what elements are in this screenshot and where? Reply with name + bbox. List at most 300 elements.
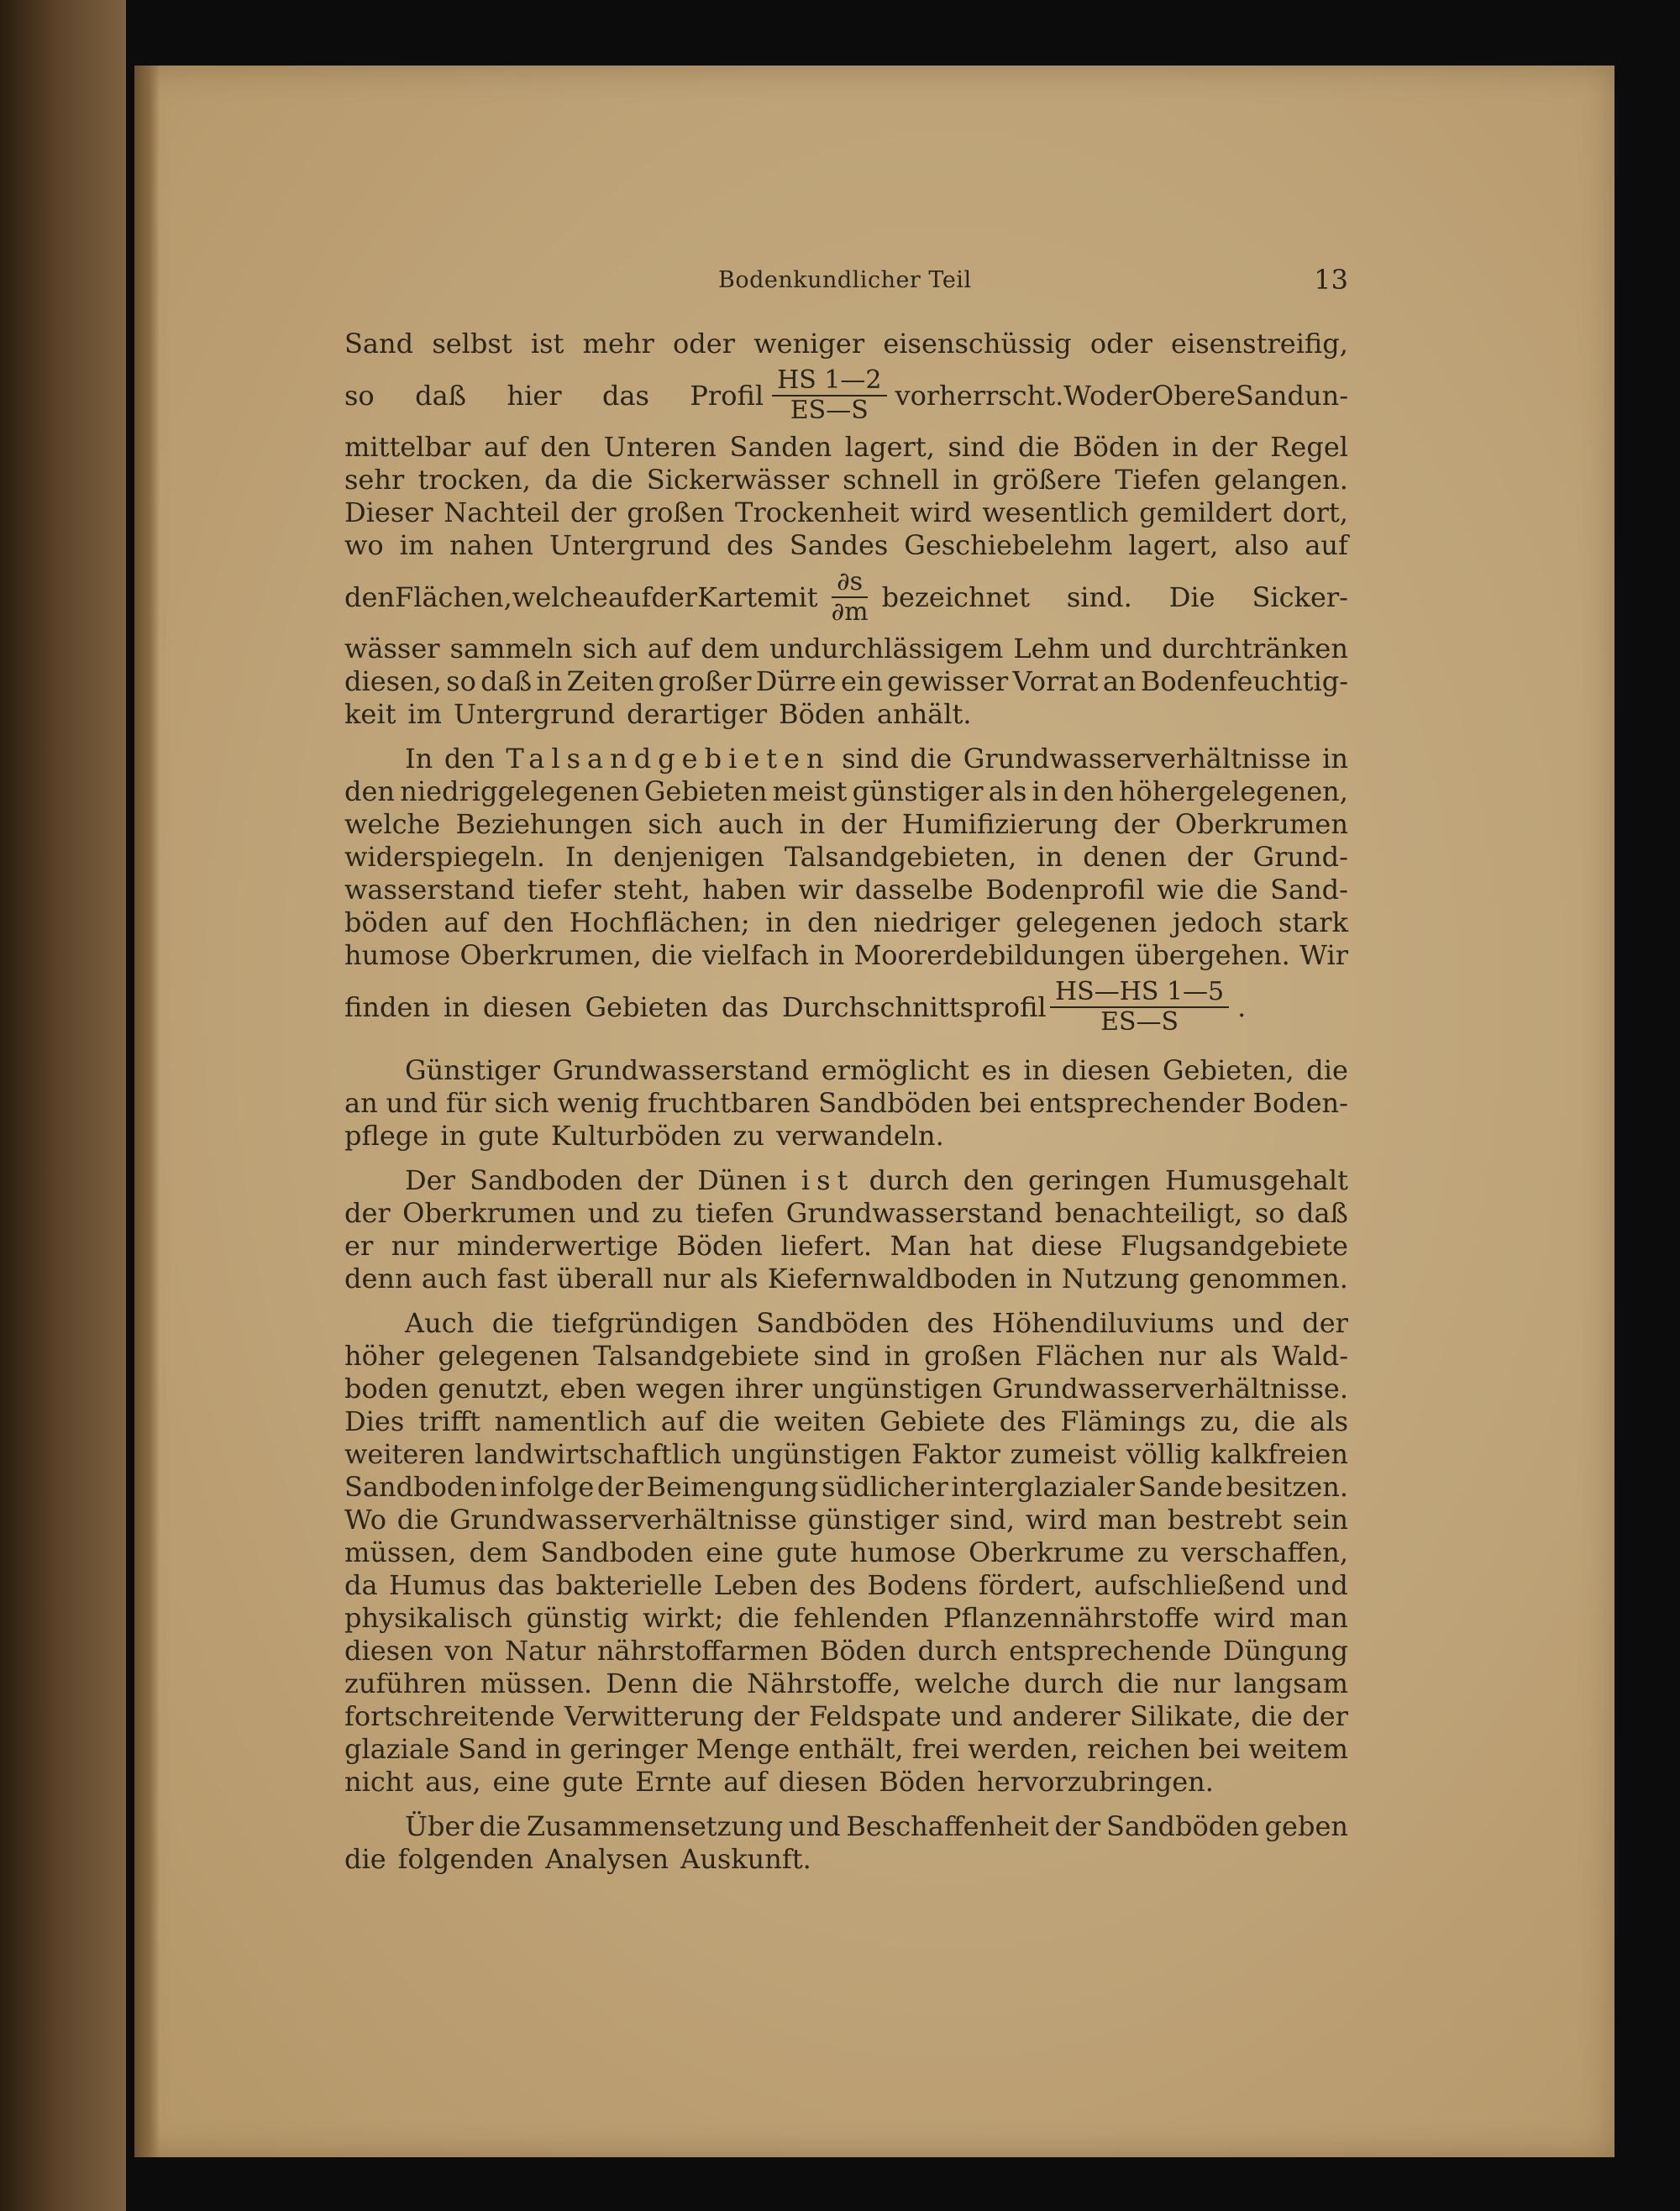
word: müssen,: [344, 1536, 457, 1568]
word: haben: [702, 874, 786, 906]
word: Pflanzennährstoffe: [942, 1602, 1200, 1634]
word: diese: [1031, 1230, 1103, 1262]
word: Sand-: [1270, 874, 1348, 906]
word: Gebieten: [643, 775, 768, 807]
word: kalkfreien: [1210, 1438, 1348, 1470]
word: Flächen,: [395, 580, 512, 613]
word: in: [536, 665, 563, 697]
word: Wo: [1063, 379, 1106, 412]
word: durch: [869, 1164, 949, 1196]
word: Sicker-: [1252, 580, 1348, 613]
word: wird: [1025, 1504, 1088, 1536]
word: großer: [658, 665, 752, 697]
word: vorherrscht.: [895, 379, 1064, 412]
word: wegen: [635, 1373, 726, 1405]
word: in: [443, 990, 470, 1023]
word: von: [444, 1635, 494, 1667]
word: Kulturböden: [550, 1120, 722, 1152]
word: sind.: [1066, 580, 1132, 613]
word: trifft: [417, 1405, 480, 1437]
word: Humus: [388, 1569, 486, 1601]
word: Böden: [1073, 431, 1159, 463]
word: Oberkrume: [969, 1536, 1125, 1568]
word: fehlenden: [793, 1602, 929, 1634]
word: Feldspate: [808, 1700, 942, 1732]
word: auf: [647, 633, 691, 664]
text-line: [344, 743, 1348, 775]
text-line: [344, 1405, 1348, 1438]
word: in: [1172, 431, 1199, 463]
word: liefert.: [780, 1230, 872, 1262]
word: die: [1117, 1667, 1159, 1699]
word: an: [344, 1087, 378, 1119]
word: mit: [773, 580, 818, 613]
word: der: [1210, 431, 1257, 463]
word: durch: [917, 1635, 998, 1667]
word: im: [407, 698, 442, 730]
word: ermöglicht: [821, 1054, 969, 1086]
word: fortschreitende: [344, 1700, 555, 1732]
word: Leben: [713, 1569, 798, 1601]
text-line: [344, 431, 1348, 464]
word: Sandes: [789, 529, 889, 561]
word: Sandboden: [344, 1471, 497, 1503]
word: gelangen.: [1214, 464, 1348, 496]
word: minderwertige: [456, 1230, 659, 1262]
word: Unteren: [603, 431, 717, 463]
word: mittelbar: [344, 431, 471, 463]
word: genommen.: [1189, 1263, 1348, 1295]
word: Flächen: [1035, 1340, 1145, 1372]
word: sind: [842, 743, 899, 775]
word: Günstiger: [405, 1054, 541, 1086]
word: Flugsandgebiete: [1120, 1230, 1348, 1262]
word: die: [479, 1810, 522, 1842]
word: sehr: [344, 464, 405, 496]
word: Natur: [505, 1635, 586, 1667]
text-line: [344, 1700, 1348, 1733]
word: finden: [344, 990, 430, 1023]
word: Grundwasserstand: [552, 1054, 810, 1086]
word: der: [840, 808, 887, 840]
word: welche: [344, 808, 441, 840]
word: nährstoffarmen: [596, 1635, 808, 1667]
word: großen: [924, 1340, 1022, 1372]
word: bei: [1198, 1733, 1241, 1765]
word: genutzt,: [438, 1373, 550, 1405]
word: völlig: [1126, 1438, 1201, 1470]
formula-denominator: ∂m: [831, 597, 869, 627]
text-fragment: [344, 581, 818, 614]
word: Moorerdebildungen: [853, 939, 1126, 971]
word: der: [1054, 1810, 1101, 1842]
word: entsprechende: [1009, 1635, 1212, 1667]
word: Die: [1168, 580, 1215, 613]
word: reichen: [1086, 1733, 1190, 1765]
word: hat: [969, 1230, 1013, 1262]
word: Humusgehalt: [1164, 1164, 1348, 1196]
word: gelegenen: [1016, 906, 1158, 938]
text-line: [344, 874, 1348, 906]
word: der: [651, 580, 698, 613]
page-gutter: [134, 66, 160, 2157]
text-line: [344, 1197, 1348, 1230]
word: in: [884, 1340, 911, 1372]
word: Durchschnittsprofil: [782, 990, 1047, 1023]
word: Bodens: [867, 1569, 968, 1601]
word: meist: [772, 775, 848, 807]
word: hier: [507, 379, 562, 412]
word: an: [1102, 665, 1137, 697]
word: Sanden: [729, 431, 832, 463]
word: durch: [1023, 1667, 1104, 1699]
word: wird: [910, 496, 972, 528]
word: Nährstoffe,: [747, 1667, 901, 1699]
word: wässer: [344, 633, 440, 664]
word: Regel: [1270, 431, 1348, 463]
word: es: [981, 1054, 1011, 1086]
word: als: [1219, 1340, 1258, 1372]
text-line: [344, 841, 1348, 874]
text-line: [344, 529, 1348, 562]
word: boden: [344, 1373, 428, 1405]
word: zumeist: [1010, 1438, 1116, 1470]
formula-denominator: ES—S: [1100, 1007, 1179, 1037]
word: höher: [344, 1340, 424, 1372]
word: frei: [911, 1733, 960, 1765]
word: diesen: [344, 1635, 433, 1667]
word: Wald-: [1272, 1340, 1348, 1372]
word: des: [809, 1569, 856, 1601]
word: Talsandgebieten,: [784, 841, 1017, 873]
word: Geschiebelehm: [904, 529, 1113, 561]
word: das: [601, 379, 649, 412]
word: oder: [1089, 328, 1152, 360]
word: der: [637, 1164, 683, 1196]
book-edge: [0, 0, 126, 2211]
word: gute: [776, 1536, 837, 1568]
word: eben: [559, 1373, 627, 1405]
word: des: [727, 529, 774, 561]
word: jedoch: [1173, 906, 1263, 938]
word: Gebieten: [585, 990, 709, 1023]
word: so: [446, 665, 476, 697]
text-line: [344, 808, 1348, 841]
word: sein: [1292, 1504, 1348, 1536]
word: geringer: [570, 1733, 688, 1765]
word: Gebieten,: [1162, 1054, 1294, 1086]
word: fördert,: [978, 1569, 1084, 1601]
word: die: [1253, 1405, 1296, 1437]
word: dem: [469, 1536, 528, 1568]
word: die: [1251, 1700, 1293, 1732]
word: Sand: [344, 328, 414, 360]
word: Nachteil: [444, 496, 560, 528]
text-fragment: [344, 990, 1047, 1024]
word: ungünstigen: [811, 1373, 983, 1405]
word: böden: [344, 906, 428, 938]
word: Nutzung: [1061, 1263, 1179, 1295]
word: also: [1234, 529, 1289, 561]
word: geringen: [1028, 1164, 1151, 1196]
word: wirkt;: [643, 1602, 724, 1634]
word: Sand: [1235, 379, 1305, 412]
word: in: [440, 1120, 467, 1152]
word: sammeln: [449, 633, 573, 664]
word: Talsandgebiete: [593, 1340, 800, 1372]
word: die: [718, 1405, 760, 1437]
word: Grundwasserverhältnisse.: [992, 1373, 1348, 1405]
word: un-: [1304, 379, 1348, 412]
word: enthält,: [798, 1733, 904, 1765]
word: Profil: [690, 379, 764, 412]
word: Beimengung: [646, 1471, 819, 1503]
word: Böden: [676, 1230, 764, 1262]
word: derartiger: [627, 698, 768, 730]
word: Dieser: [344, 496, 433, 528]
word: diesen: [1061, 1054, 1151, 1086]
word: den: [807, 906, 858, 938]
word: wird: [1213, 1602, 1275, 1634]
word: auf: [723, 1766, 767, 1798]
text-line: [344, 939, 1348, 972]
word: Untergrund: [454, 698, 616, 730]
word: Boden-: [1252, 1087, 1348, 1119]
text-line: [344, 1471, 1348, 1504]
text-line: [344, 1504, 1348, 1536]
word: Über: [405, 1810, 474, 1842]
word: Oberkrumen: [402, 1197, 576, 1229]
word: übergehen.: [1134, 939, 1290, 971]
text-line: [344, 1340, 1348, 1373]
text-line: [344, 1667, 1348, 1700]
word: die: [651, 939, 693, 971]
word: in: [765, 906, 792, 938]
word: Wo: [344, 1504, 386, 1536]
word: wo: [344, 529, 384, 561]
word: Lehm: [1013, 633, 1090, 664]
word: werden,: [968, 1733, 1079, 1765]
word: die: [344, 1843, 386, 1875]
word: lagert,: [1128, 529, 1219, 561]
word: die: [491, 1307, 534, 1339]
word: selbst: [432, 328, 512, 360]
text-line: [344, 1307, 1348, 1340]
word: weiten: [774, 1405, 866, 1437]
text-line: [344, 1438, 1348, 1471]
text-fragment: [344, 380, 764, 412]
word: die: [1215, 874, 1258, 906]
word: Grund-: [1252, 841, 1348, 873]
word: Sandböden: [1105, 1810, 1259, 1842]
formula-numerator: ∂s: [832, 568, 868, 598]
text-line: [344, 1569, 1348, 1602]
word: großen: [627, 496, 725, 528]
formula-profile-1: [772, 366, 886, 425]
word: Sandböden: [818, 1087, 971, 1119]
word: der: [753, 1700, 800, 1732]
formula-numerator: HS 1—2: [772, 366, 886, 397]
word: in: [953, 464, 979, 496]
text-line: [344, 698, 1348, 731]
word: nur: [1172, 1667, 1221, 1699]
word: Düngung: [1222, 1635, 1348, 1667]
word: daß: [480, 665, 533, 697]
word: in: [1322, 743, 1348, 775]
word: undurchlässigem: [769, 633, 1004, 664]
word: gemildert: [1139, 496, 1273, 528]
running-title: Bodenkundlicher Teil: [718, 267, 972, 293]
word: ein: [840, 665, 883, 697]
word: geben: [1264, 1810, 1348, 1842]
word: das: [722, 990, 769, 1023]
word: denn: [344, 1263, 412, 1295]
word: benachteiligt,: [1054, 1197, 1243, 1229]
text-line: [344, 1810, 1348, 1843]
word: Trockenheit: [735, 496, 900, 528]
word: der: [1113, 808, 1160, 840]
word: den: [344, 580, 396, 613]
word: auf: [1305, 529, 1348, 561]
word: langsam: [1233, 1667, 1348, 1699]
word: verschaffen,: [1181, 1536, 1348, 1568]
word: nahen: [449, 529, 533, 561]
word: Karte: [697, 580, 774, 613]
word: wasserstand: [344, 874, 515, 906]
word: der: [1302, 1307, 1348, 1339]
word: gute: [562, 1766, 624, 1798]
word: höhergelegenen,: [1118, 775, 1348, 807]
word: und: [1100, 633, 1152, 664]
word: Oberkrumen: [1174, 808, 1348, 840]
word: oder: [673, 328, 736, 360]
word: Ernte: [635, 1766, 712, 1798]
word: Dünen: [697, 1164, 787, 1196]
word: namentlich: [494, 1405, 648, 1437]
word: Verwitterung: [564, 1700, 744, 1732]
word: man: [1289, 1602, 1348, 1634]
word: gewisser: [887, 665, 1009, 697]
word: daß: [1296, 1197, 1348, 1229]
word: überall: [556, 1263, 654, 1295]
word: der: [570, 496, 617, 528]
word: trocken,: [417, 464, 531, 496]
word: aus,: [425, 1766, 481, 1798]
text-line: [344, 1054, 1348, 1087]
text-line-with-formula: [344, 562, 1348, 633]
word: Talsandgebieten: [506, 743, 831, 775]
word: größere: [992, 464, 1102, 496]
formula-period: .: [1237, 990, 1247, 1023]
text-line: [344, 1602, 1348, 1635]
word: Wir: [1299, 939, 1348, 971]
word: eine: [706, 1536, 764, 1568]
word: Gebiete: [879, 1405, 985, 1437]
word: entsprechender: [1029, 1087, 1245, 1119]
word: die: [396, 1504, 439, 1536]
word: stark: [1278, 906, 1348, 938]
word: Böden: [819, 1635, 906, 1667]
word: bakterielle: [555, 1569, 703, 1601]
word: ist: [530, 328, 564, 360]
word: gute: [478, 1120, 539, 1152]
word: Sande: [1137, 1471, 1223, 1503]
word: In: [564, 841, 594, 873]
word: Sand: [458, 1733, 528, 1765]
text-line-with-formula: [344, 360, 1348, 431]
word: In: [405, 743, 433, 775]
word: die: [591, 464, 633, 496]
word: bestrebt: [1167, 1504, 1283, 1536]
word: Analysen: [545, 1843, 669, 1875]
word: in: [1023, 1054, 1050, 1086]
word: Grundwasserverhältnisse: [449, 1504, 797, 1536]
word: eisenschüssig: [883, 328, 1072, 360]
word: Böden: [879, 1766, 966, 1798]
word: und: [1232, 1307, 1284, 1339]
word: anhält.: [876, 698, 972, 730]
word: diesen,: [344, 665, 442, 697]
word: man: [1098, 1504, 1158, 1536]
word: nur: [663, 1263, 711, 1295]
word: den: [540, 431, 591, 463]
word: Vorrat: [1012, 665, 1099, 697]
word: da: [344, 1569, 378, 1601]
word: nur: [1158, 1340, 1206, 1372]
word: Faktor: [911, 1438, 1000, 1470]
word: als: [719, 1263, 759, 1295]
word: welche: [512, 580, 608, 613]
word: in: [535, 1733, 562, 1765]
word: da: [544, 464, 578, 496]
word: Tiefen: [1115, 464, 1201, 496]
word: eisenstreifig,: [1171, 328, 1348, 360]
word: die: [738, 1602, 780, 1634]
text-line: [344, 775, 1348, 808]
word: auf: [444, 906, 488, 938]
text-line: [344, 633, 1348, 665]
word: für: [445, 1087, 486, 1119]
word: wir: [798, 874, 843, 906]
text-line: [344, 1263, 1348, 1295]
word: Beziehungen: [455, 808, 633, 840]
word: Hochflächen;: [569, 906, 750, 938]
word: widerspiegeln.: [344, 841, 545, 873]
word: Sandboden: [470, 1164, 622, 1196]
word: bei: [979, 1087, 1021, 1119]
word: denjenigen: [613, 841, 764, 873]
word: müssen.: [480, 1667, 593, 1699]
text-line: [344, 1087, 1348, 1120]
word: wie: [1157, 874, 1205, 906]
word: interglazialer: [951, 1471, 1135, 1503]
word: nur: [391, 1230, 439, 1262]
word: gelegenen: [438, 1340, 580, 1372]
word: so: [344, 379, 375, 412]
word: günstig: [526, 1602, 629, 1634]
word: Oberkrumen,: [459, 939, 642, 971]
word: steht,: [612, 874, 690, 906]
word: aufschließend: [1094, 1569, 1285, 1601]
word: verwandeln.: [775, 1120, 944, 1152]
text-line: [344, 1635, 1348, 1667]
word: den: [502, 906, 554, 938]
word: der: [1105, 379, 1152, 412]
word: in: [799, 808, 826, 840]
word: die: [691, 1667, 733, 1699]
word: Denn: [606, 1667, 679, 1699]
text-line: [344, 1733, 1348, 1766]
